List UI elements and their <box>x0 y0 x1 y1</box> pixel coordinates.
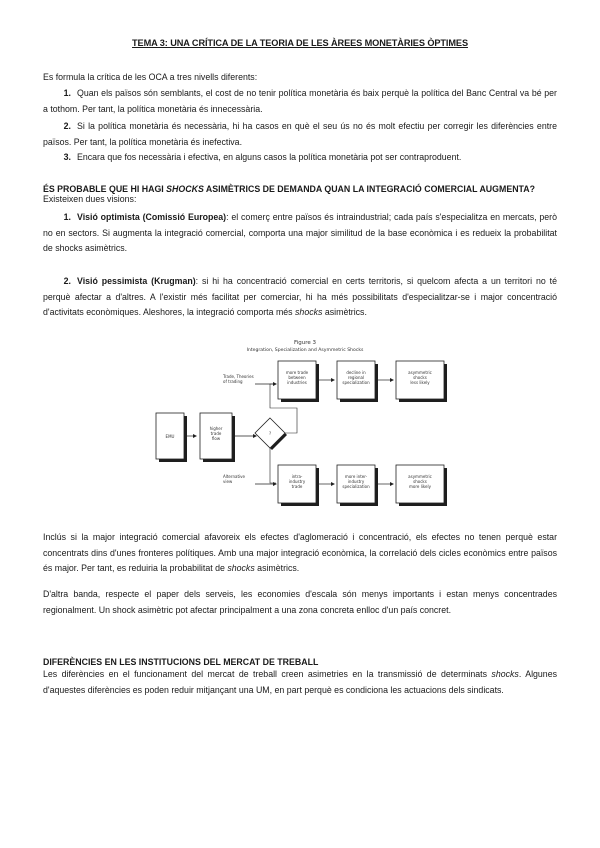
level-text: Quan els països són semblants, el cost de no tenir política monetària és baix perquè la política del Banc Central va bé per a tothom. Per tant, la política monetària és innecessària. <box>43 88 557 114</box>
figure-box-text: shocks <box>413 375 427 380</box>
figure-box-text: asymmetric <box>408 474 432 479</box>
vision-number: 2. <box>63 276 71 286</box>
figure-box-text: specialization <box>342 484 370 489</box>
figure-label: of trading <box>223 379 243 384</box>
heading-emphasis: SHOCKS <box>166 184 204 194</box>
figure-subtitle: Integration, Specialization and Asymmetric Shocks <box>246 348 364 353</box>
figure-box-text: asymmetric <box>408 370 432 375</box>
figure-middle-row <box>156 384 297 483</box>
figure-top-row <box>222 361 447 402</box>
paragraph-integration <box>43 530 557 577</box>
figure-box-text: specialization <box>342 380 370 385</box>
figure-label: view <box>223 479 233 484</box>
figure-box-text: trade <box>291 484 303 489</box>
integration-figure <box>155 338 455 518</box>
figure-box-text: higher <box>209 426 223 431</box>
figure-bottom-row <box>223 465 447 506</box>
vision-number: 1. <box>63 212 71 222</box>
figure-box-text: more inter- <box>344 474 368 479</box>
paragraph-emphasis: shocks <box>227 563 255 574</box>
level-item-3 <box>43 150 557 166</box>
figure-box-text: intra- <box>291 474 303 479</box>
paragraph-services: D'altra banda, respecte el paper dels serveis, les economies d'escala són menys importants i estan menys concentrades regionalment. Un shock asimètric pot afectar principalment a una zona concreta enlloc d'un país concret. <box>43 589 557 615</box>
figure-box-text: more likely <box>409 484 431 489</box>
figure-box-text: EMU <box>165 434 175 439</box>
section-heading-labour: DIFERÈNCIES EN LES INSTITUCIONS DEL MERCAT DE TREBALL <box>43 657 319 667</box>
paragraph-part: Inclús si la major integració comercial afavoreix els efectes d'aglomeració i concentració, els efectes no tenen perquè estar concentrats dins d'unes fronteres polítiques. Amb una major integració econòmica, la correlació dels cicles econòmics entre països és major. Per tant, es reduiria la probabilitat de <box>43 532 557 574</box>
intro-paragraph: Es formula la crítica de les OCA a tres nivells diferents: <box>43 72 258 82</box>
figure-box-text: decline in <box>346 370 366 375</box>
paragraph-part: . Algunes d'aquestes diferències es poden reduir mitjançant una UM, en part perquè es condiciona les actuacions dels sindicats. <box>43 669 557 695</box>
level-item-2 <box>43 119 557 150</box>
paragraph-part: Les diferències en el funcionament del mercat de treball creen asimetries en la transmissió de determinats <box>43 669 492 679</box>
vision-pessimistic <box>43 274 557 321</box>
heading-part: ASIMÈTRICS DE DEMANDA QUAN LA INTEGRACIÓ COMERCIAL AUGMENTA? <box>203 184 535 194</box>
visions-intro: Existeixen dues visions: <box>43 194 137 204</box>
level-number: 3. <box>63 152 71 162</box>
figure-box-text: more trade <box>285 370 309 375</box>
level-item-1 <box>43 86 557 117</box>
figure-caption: Figure 3 <box>293 340 317 346</box>
figure-box-text: industry <box>347 479 365 484</box>
vision-emphasis: shocks <box>295 307 323 318</box>
page-title: TEMA 3: UNA CRÍTICA DE LA TEORIA DE LES ÀREES MONETÀRIES ÒPTIMES <box>132 38 468 48</box>
paragraph-part: asimètrics. <box>254 563 300 574</box>
question-mark: ? <box>268 431 272 436</box>
figure-box-text: industries <box>287 380 307 385</box>
figure-box-text: trade <box>210 431 222 436</box>
vision-label: Visió optimista (Comissió Europea) <box>77 212 227 222</box>
vision-text: : el comerç entre països és intraindustrial; cada país s'especialitza en mercats, però no en sectors. Si augmenta la integració comercial, comporta una major similitud de la base econòmica i es redueix la probabilitat de shocks asimètrics. <box>43 212 557 254</box>
vision-label: Visió pessimista (Krugman) <box>77 276 196 286</box>
paragraph-emphasis: shocks <box>491 669 519 679</box>
figure-box-text: industry <box>288 479 306 484</box>
figure-label: Trade, Theories <box>223 374 254 379</box>
level-text: Encara que fos necessària i efectiva, en alguns casos la política monetària pot ser contraproduent. <box>77 152 462 162</box>
figure-box-text: between <box>288 375 306 380</box>
figure-label: Alternative <box>223 474 245 479</box>
vision-tail: asimètrics. <box>322 307 367 318</box>
figure-box-text: shocks <box>413 479 427 484</box>
paragraph-labour <box>43 667 557 698</box>
figure-box-text: less likely <box>410 380 430 385</box>
level-text: Si la política monetària és necessària, hi ha casos en què el seu ús no és molt efectiu per corregir les diferències entre països. Per tant, la política monetària és inefectiva. <box>43 121 557 147</box>
figure-box-text: regional <box>347 375 365 380</box>
figure-box-text: flow <box>211 436 221 441</box>
vision-text: : si hi ha concentració comercial en certs territoris, si quelcom afecta a un territori no té perquè afectar a d'altres. A l'existir més facilitat per comerciar, hi ha més possibilitats d'especialitzar-se i major concentració d'activitats econòmiques. Aleshores, la integració comporta més <box>43 276 557 318</box>
level-number: 1. <box>63 88 71 98</box>
level-number: 2. <box>63 121 71 131</box>
vision-optimistic <box>43 210 557 257</box>
heading-part: ÉS PROBABLE QUE HI HAGI <box>43 184 167 194</box>
